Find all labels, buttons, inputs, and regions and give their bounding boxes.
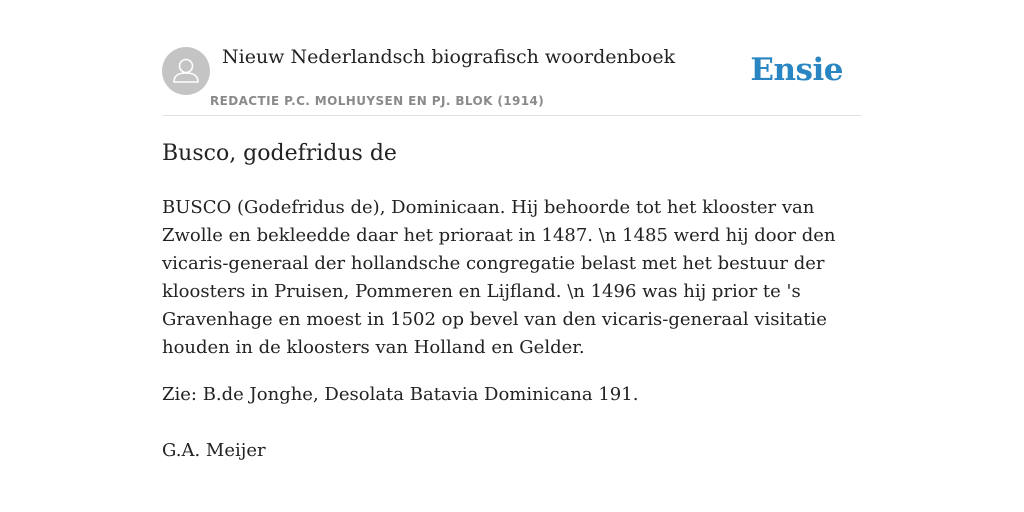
user-avatar-icon[interactable] (162, 47, 210, 95)
article-title: Busco, godefridus de (162, 141, 397, 166)
ensie-logo[interactable]: Ensie (750, 52, 843, 88)
article-body: BUSCO (Godefridus de), Dominicaan. Hij behoorde tot het klooster van Zwolle en bekleedde daar het prioraat in 1487. \n 1485 werd hij door den vicaris-generaal der hollandsche congregatie belast met het bestuur der kloosters in Pruisen, Pommeren en Lijfland. \n 1496 was hij prior te 's Gravenhage en moest in 1502 op bevel van den vicaris-generaal visitatie houden in de kloosters van Holland en Gelder. (162, 197, 836, 358)
article (162, 138, 862, 465)
person-icon (162, 47, 210, 95)
article-author: G.A. Meijer (162, 440, 266, 461)
article-reference: Zie: B.de Jonghe, Desolata Batavia Dominicana 191. (162, 384, 639, 405)
book-title[interactable]: Nieuw Nederlandsch biografisch woordenboek (222, 46, 676, 68)
book-editors: REDACTIE P.C. MOLHUYSEN EN PJ. BLOK (1914) (210, 94, 545, 108)
book-header (162, 44, 862, 116)
